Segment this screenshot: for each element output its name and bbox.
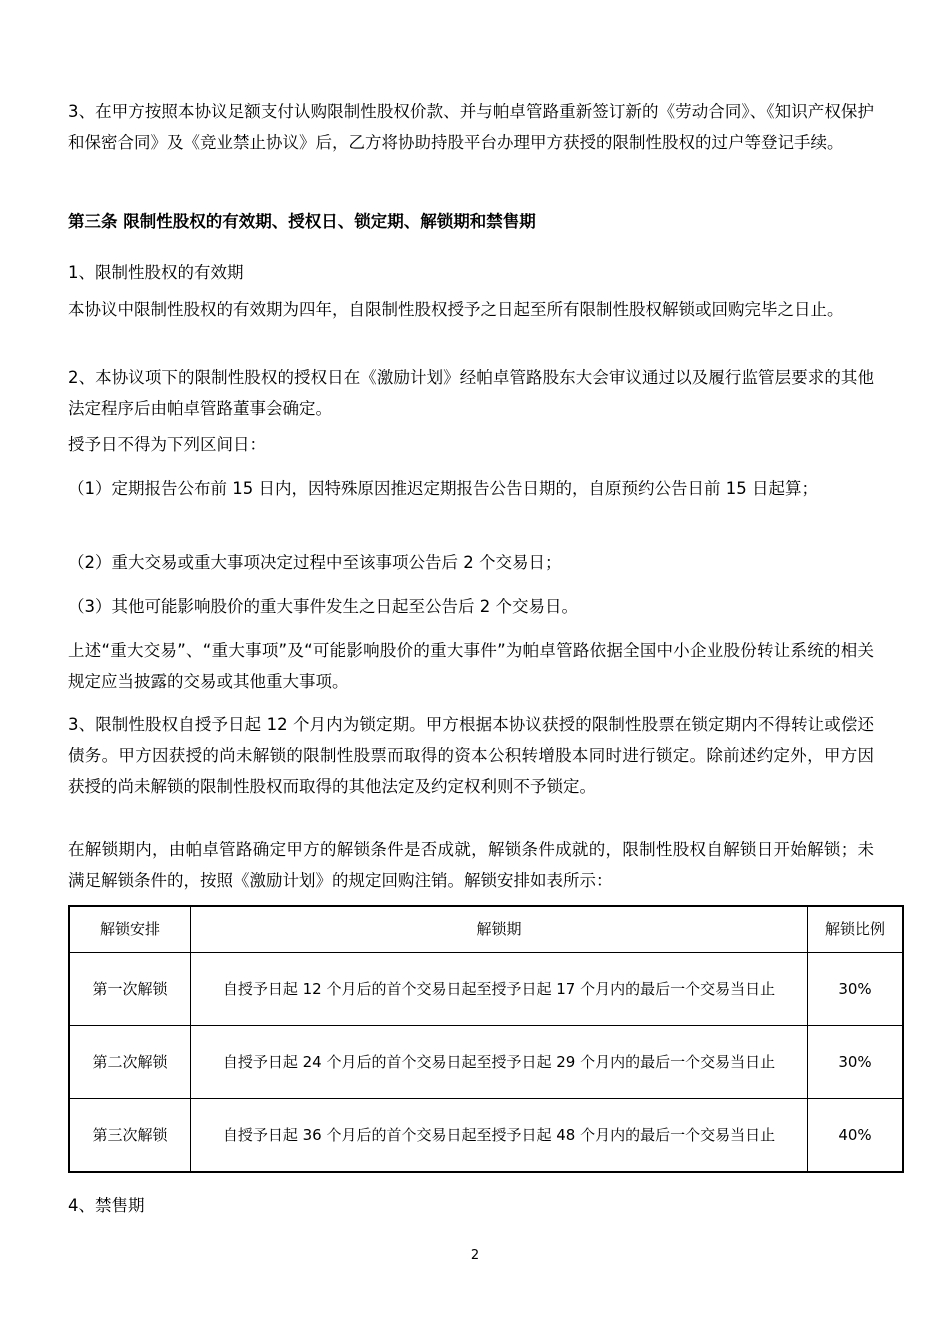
table-header-ratio: 解锁比例	[808, 906, 904, 953]
paragraph-lock-period: 3、限制性股权自授予日起 12 个月内为锁定期。甲方根据本协议获授的限制性股票在锁定期内不得转让或偿还债务。甲方因获授的尚未解锁的限制性股票而取得的资本公积转增股本同时进行锁定。除前述约定外，甲方因获授的尚未解锁的限制性股权而取得的其他法定及约定权利则不予锁定。	[68, 715, 874, 796]
table-cell-arrangement: 第二次解锁	[69, 1026, 191, 1099]
paragraph-grant-date: 2、本协议项下的限制性股权的授权日在《激励计划》经帕卓管路股东大会审议通过以及履行监管层要求的其他法定程序后由帕卓管路董事会确定。	[68, 368, 874, 418]
table-row	[69, 1026, 903, 1099]
list-item-excluded-3: （3）其他可能影响股价的重大事件发生之日起至公告后 2 个交易日。	[68, 597, 578, 616]
unlock-schedule-table	[68, 905, 904, 1173]
paragraph-excluded-dates-intro: 授予日不得为下列区间日：	[68, 435, 266, 454]
table-cell-arrangement: 第三次解锁	[69, 1099, 191, 1173]
table-header-row	[69, 906, 903, 953]
list-item-excluded-1: （1）定期报告公布前 15 日内，因特殊原因推迟定期报告公告日期的，自原预约公告日前 15 日起算；	[68, 479, 818, 498]
table-cell-ratio: 30%	[808, 953, 904, 1026]
paragraph-unlock-arrangement: 在解锁期内，由帕卓管路确定甲方的解锁条件是否成就，解锁条件成就的，限制性股权自解锁日开始解锁；未满足解锁条件的，按照《激励计划》的规定回购注销。解锁安排如表所示：	[68, 840, 874, 890]
subheading-lockup-period: 4、禁售期	[68, 1196, 145, 1215]
list-item-excluded-2: （2）重大交易或重大事项决定过程中至该事项公告后 2 个交易日；	[68, 553, 562, 572]
table-cell-period: 自授予日起 24 个月后的首个交易日起至授予日起 29 个月内的最后一个交易当日止	[191, 1026, 808, 1099]
section-heading-article-3: 第三条 限制性股权的有效期、授权日、锁定期、解锁期和禁售期	[68, 212, 536, 231]
table-row	[69, 1099, 903, 1173]
table-row	[69, 953, 903, 1026]
table-cell-period: 自授予日起 12 个月后的首个交易日起至授予日起 17 个月内的最后一个交易当日止	[191, 953, 808, 1026]
paragraph-validity-period: 本协议中限制性股权的有效期为四年，自限制性股权授予之日起至所有限制性股权解锁或回购完毕之日止。	[68, 300, 844, 319]
table-cell-arrangement: 第一次解锁	[69, 953, 191, 1026]
page-number: 2	[470, 1248, 480, 1263]
table-cell-ratio: 40%	[808, 1099, 904, 1173]
table-cell-ratio: 30%	[808, 1026, 904, 1099]
paragraph-clause-3-registration: 3、在甲方按照本协议足额支付认购限制性股权价款、并与帕卓管路重新签订新的《劳动合同》、《知识产权保护和保密合同》及《竞业禁止协议》后，乙方将协助持股平台办理甲方获授的限制性股权的过户等登记手续。	[68, 102, 874, 152]
table-header-arrangement: 解锁安排	[69, 906, 191, 953]
subheading-validity-period: 1、限制性股权的有效期	[68, 263, 244, 282]
paragraph-major-events-definition: 上述“重大交易”、“重大事项”及“可能影响股价的重大事件”为帕卓管路依据全国中小企业股份转让系统的相关规定应当披露的交易或其他重大事项。	[68, 641, 874, 691]
table-cell-period: 自授予日起 36 个月后的首个交易日起至授予日起 48 个月内的最后一个交易当日止	[191, 1099, 808, 1173]
table-header-period: 解锁期	[191, 906, 808, 953]
